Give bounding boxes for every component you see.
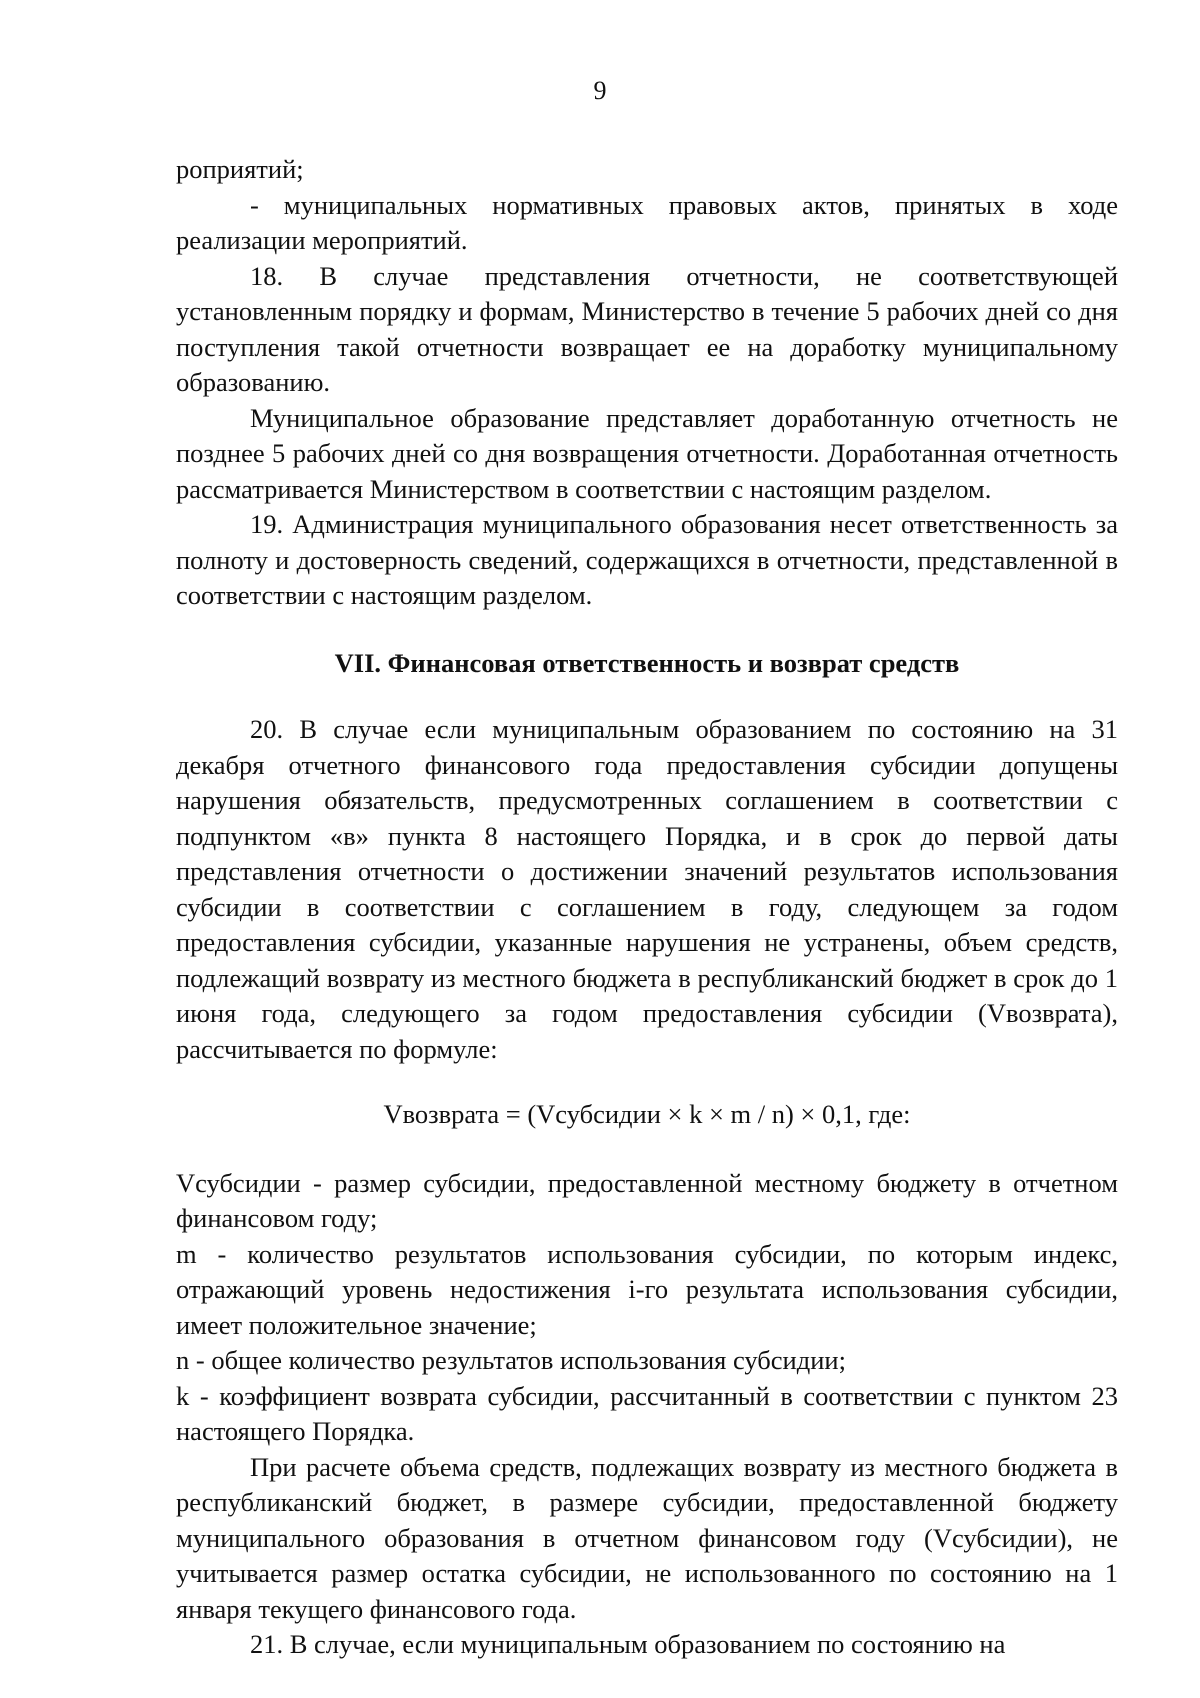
paragraph-item-19: 19. Администрация муниципального образования несет ответственность за полноту и достоверность сведений, содержащихся в отчетности, представленной в соответствии с настоящим разделом. xyxy=(176,509,1118,610)
paragraph-continuation: роприятий; xyxy=(176,154,304,184)
formula: Vвозврата = (Vсубсидии × k × m / n) × 0,1, где: xyxy=(383,1099,911,1129)
paragraph-item-18: 18. В случае представления отчетности, не соответствующей установленным порядку и формам, Министерство в течение 5 рабочих дней со дня поступления такой отчетности возвращает ее на доработку муниципальному образованию. xyxy=(176,260,1118,397)
page-number: 9 xyxy=(593,76,607,105)
definition-vsubsidii: Vсубсидии - размер субсидии, предоставленной местному бюджету в отчетном финансовом году; xyxy=(176,1167,1118,1233)
definition-m: m - количество результатов использования субсидии, по которым индекс, отражающий уровень недостижения i-го результата использования субсидии, имеет положительное значение; xyxy=(176,1238,1118,1340)
paragraph-list-item: - муниципальных нормативных правовых актов, принятых в ходе реализации мероприятий. xyxy=(176,189,1118,255)
paragraph-calculation-note: При расчете объема средств, подлежащих возврату из местного бюджета в республиканский бюджет, в размере субсидии, предоставленной бюджету муниципального образования в отчетном финансовом году (Vсубсидии), не учитывается размер остатка субсидии, не использованного по состоянию на 1 января текущего финансового года. xyxy=(176,1451,1118,1624)
paragraph-resubmission: Муниципальное образование представляет доработанную отчетность не позднее 5 рабочих дней со дня возвращения отчетности. Доработанная отчетность рассматривается Министерством в соответствии с настоящим разделом. xyxy=(176,402,1118,504)
definition-n: n - общее количество результатов использования субсидии; xyxy=(176,1345,846,1375)
section-heading: VII. Финансовая ответственность и возврат средств xyxy=(334,647,960,678)
definition-k: k - коэффициент возврата субсидии, рассчитанный в соответствии с пунктом 23 настоящего Порядка. xyxy=(176,1380,1118,1446)
paragraph-item-20: 20. В случае если муниципальным образованием по состоянию на 31 декабря отчетного финансового года предоставления субсидии допущены нарушения обязательств, предусмотренных соглашением в соответствии с подпунктом «в» пункта 8 настоящего Порядка, и в срок до первой даты представления отчетности о достижении значений результатов использования субсидии в соответствии с соглашением в году, следующем за годом предоставления субсидии, указанные нарушения не устранены, объем средств, подлежащий возврату из местного бюджета в республиканский бюджет в срок до 1 июня года, следующего за годом предоставления субсидии (Vвозврата), рассчитывается по формуле: xyxy=(176,714,1118,1064)
document-body xyxy=(176,152,1118,1663)
paragraph-item-21: 21. В случае, если муниципальным образованием по состоянию на xyxy=(250,1629,1006,1659)
